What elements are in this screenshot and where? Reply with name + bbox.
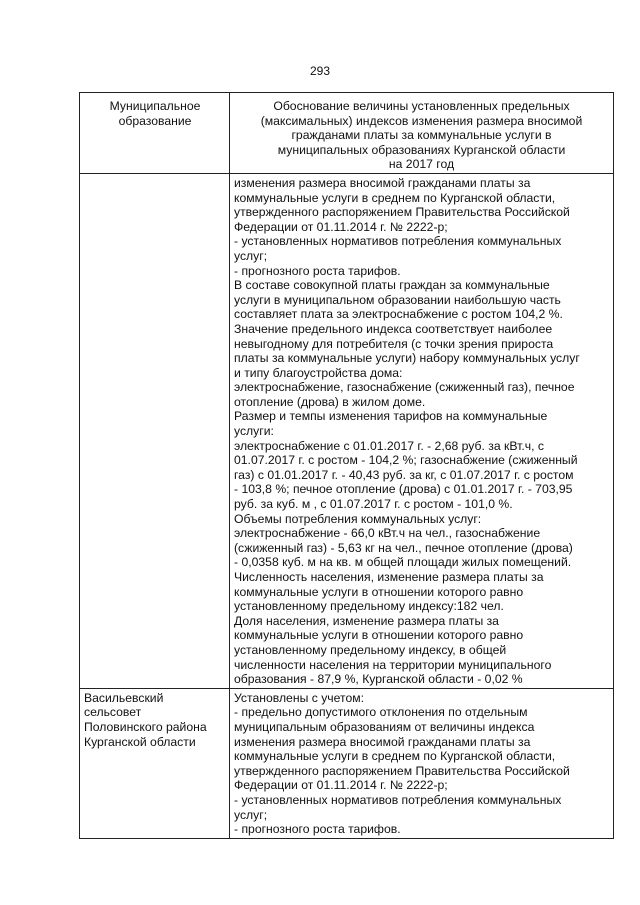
text-line: установленному предельному индексу, в общей bbox=[234, 642, 507, 657]
text-line: Размер и темпы изменения тарифов на коммунальные bbox=[234, 409, 548, 424]
text-line: невыгодному для потребителя (с точки зрения прироста bbox=[234, 336, 554, 351]
table-row bbox=[80, 688, 614, 838]
municipal-index-table bbox=[79, 92, 614, 839]
table-row bbox=[80, 173, 614, 688]
text-line: коммунальные услуги в отношении которого равно bbox=[234, 584, 524, 599]
text-line: Доля населения, изменение размера платы за bbox=[234, 613, 499, 628]
municipality-cell bbox=[80, 173, 230, 688]
text-line: услуг; bbox=[234, 807, 268, 822]
table-header-row bbox=[80, 93, 614, 174]
text-line: Федерации от 01.11.2014 г. № 2222-р; bbox=[234, 219, 448, 234]
text-line: услуги: bbox=[234, 424, 274, 439]
municipality-cell bbox=[80, 688, 230, 838]
text-line: муниципальным образованиям от величины индекса bbox=[234, 719, 535, 734]
text-line: Объемы потребления коммунальных услуг: bbox=[234, 511, 482, 526]
text-line: изменения размера вносимой гражданами платы за bbox=[234, 175, 531, 190]
header-justification bbox=[230, 93, 614, 174]
page-number: 293 bbox=[309, 64, 331, 78]
municipality-line: Васильевский bbox=[84, 690, 164, 705]
text-line: Установлены с учетом: bbox=[234, 690, 364, 705]
text-line: утвержденного распоряжением Правительства Российской bbox=[234, 763, 570, 778]
text-line: и типу благоустройства дома: bbox=[234, 365, 403, 380]
header-line: Муниципальное bbox=[109, 99, 201, 113]
justification-cell bbox=[230, 173, 614, 688]
text-line: - установленных нормативов потребления коммунальных bbox=[234, 234, 562, 249]
text-line: составляет плата за электроснабжение с ростом 104,2 %. bbox=[234, 307, 563, 322]
text-line: - предельно допустимого отклонения по отдельным bbox=[234, 705, 528, 720]
text-line: - 0,0358 куб. м на кв. м общей площади жилых помещений. bbox=[234, 555, 572, 570]
header-line: (максимальных) индексов изменения размера вносимой bbox=[260, 113, 583, 128]
municipality-line: Курганской области bbox=[84, 734, 196, 749]
text-line: установленному предельному индексу:182 чел. bbox=[234, 599, 504, 614]
text-line: коммунальные услуги в среднем по Курганской области, bbox=[234, 190, 556, 205]
text-line: численности населения на территории муниципального bbox=[234, 657, 552, 672]
text-line: - 103,8 %; печное отопление (дрова) с 01.01.2017 г. - 703,95 bbox=[234, 482, 573, 497]
text-line: 01.07.2017 г. с ростом - 104,2 %; газоснабжение (сжиженный bbox=[234, 453, 578, 468]
justification-cell bbox=[230, 688, 614, 838]
text-line: электроснабжение - 66,0 кВт.ч на чел., газоснабжение bbox=[234, 526, 541, 541]
text-line: - прогнозного роста тарифов. bbox=[234, 263, 401, 278]
text-line: Значение предельного индекса соответствует наиболее bbox=[234, 321, 553, 336]
header-line: образование bbox=[118, 113, 192, 128]
text-line: коммунальные услуги в отношении которого равно bbox=[234, 628, 524, 643]
header-municipality bbox=[80, 93, 230, 174]
text-line: (сжиженный газ) - 5,63 кг на чел., печное отопление (дрова) bbox=[234, 540, 573, 555]
text-line: газ) с 01.01.2017 г. - 40,43 руб. за кг, с 01.07.2017 г. с ростом bbox=[234, 467, 574, 482]
text-line: услуг; bbox=[234, 248, 268, 263]
text-line: электроснабжение с 01.01.2017 г. - 2,68 руб. за кВт.ч, с bbox=[234, 438, 544, 453]
text-line: образования - 87,9 %, Курганской области - 0,02 % bbox=[234, 672, 523, 687]
municipality-line: сельсовет bbox=[84, 705, 142, 720]
municipality-line: Половинского района bbox=[84, 719, 207, 734]
text-line: услуги в муниципальном образовании наибольшую часть bbox=[234, 292, 561, 307]
header-line: муниципальных образованиях Курганской области bbox=[277, 142, 566, 157]
text-line: - прогнозного роста тарифов. bbox=[234, 822, 401, 837]
text-line: коммунальные услуги в среднем по Курганской области, bbox=[234, 749, 556, 764]
text-line: отопление (дрова) в жилом доме. bbox=[234, 394, 426, 409]
header-line: Обоснование величины установленных предельных bbox=[273, 99, 570, 113]
text-line: утвержденного распоряжением Правительства Российской bbox=[234, 205, 570, 220]
text-line: электроснабжение, газоснабжение (сжиженный газ), печное bbox=[234, 380, 575, 395]
text-line: изменения размера вносимой гражданами платы за bbox=[234, 734, 531, 749]
text-line: Федерации от 01.11.2014 г. № 2222-р; bbox=[234, 778, 448, 793]
text-line: В составе совокупной платы граждан за коммунальные bbox=[234, 278, 550, 293]
header-line: гражданами платы за коммунальные услуги в bbox=[291, 128, 552, 143]
text-line: Численность населения, изменение размера платы за bbox=[234, 570, 544, 584]
text-line: руб. за куб. м , с 01.07.2017 г. с ростом - 101,0 %. bbox=[234, 497, 513, 512]
text-line: платы за коммунальные услуги) набору коммунальных услуг bbox=[234, 351, 580, 366]
text-line: - установленных нормативов потребления коммунальных bbox=[234, 792, 562, 807]
header-line: на 2017 год bbox=[388, 157, 455, 172]
